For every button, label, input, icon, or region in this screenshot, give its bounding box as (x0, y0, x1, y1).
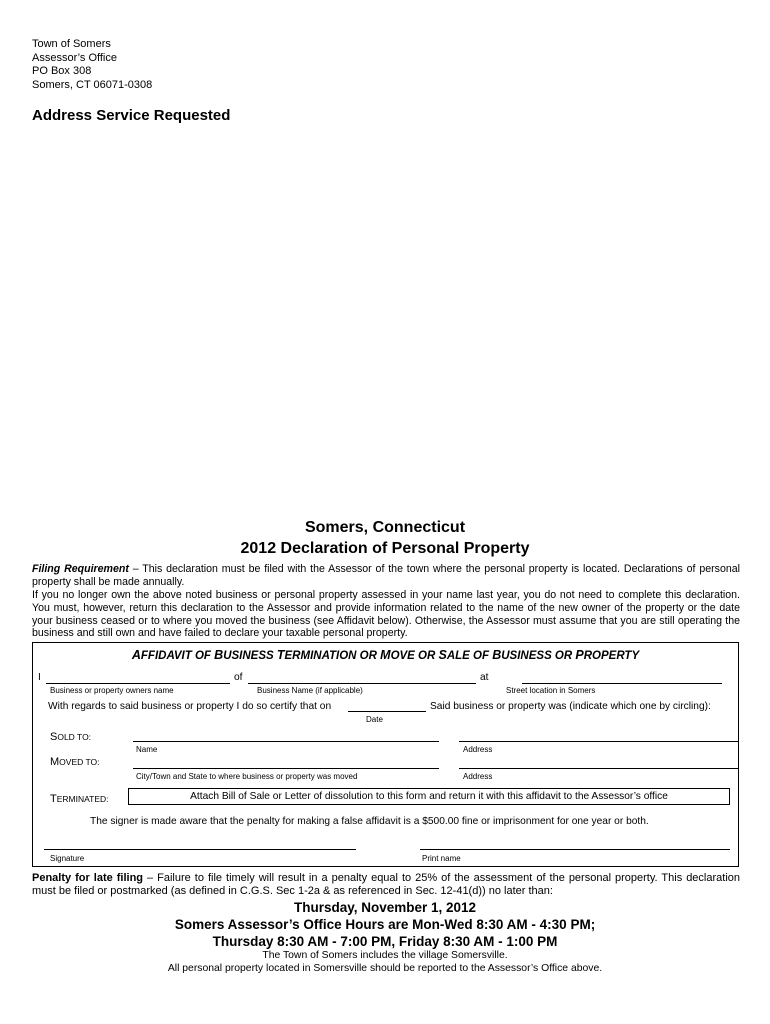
moved-to-city-field[interactable] (133, 768, 439, 769)
signature-field[interactable] (44, 849, 356, 850)
moved-to-address-field[interactable] (459, 768, 739, 769)
somersville-note: All personal property located in Somersville should be reported to the Assessor’s Office above. (167, 963, 603, 974)
return-address-line: Somers, CT 06071-0308 (32, 78, 153, 91)
late-filing-label: Penalty for late filing (32, 872, 144, 884)
filing-deadline: Thursday, November 1, 2012 (293, 900, 477, 915)
date-caption: Date (366, 715, 383, 724)
attach-bill-of-sale-notice: Attach Bill of Sale or Letter of dissolution to this form and return it with this affidavit to the Assessor’s office (128, 788, 730, 805)
return-address-line: PO Box 308 (32, 65, 92, 78)
certify-text: With regards to said business or property I do so certify that on (48, 701, 332, 712)
signature-caption: Signature (50, 854, 85, 863)
street-location-field[interactable] (522, 683, 722, 684)
office-hours-line1: Somers Assessor’s Office Hours are Mon-Wed 8:30 AM - 4:30 PM; (174, 917, 596, 932)
return-address-line: Assessor’s Office (32, 51, 117, 64)
owner-name-field[interactable] (46, 683, 230, 684)
filing-requirement-detail: If you no longer own the above noted business or personal property assessed in your name last year, you do not need to complete this declaration. You must, however, return this declaration to the Assessor and provide information related to the name of the new owner of the property or the date your business ceased or to where you moved the business (see Affidavit below). Otherwise, the Assessor must assume that you are still operating the business and still own and have failed to declare your taxable personal property. (32, 589, 740, 640)
city-caption: City/Town and State to where business or property was moved (136, 772, 358, 781)
sold-to-address-field[interactable] (459, 741, 739, 742)
sold-to-option[interactable]: SOLD TO: (50, 731, 92, 743)
filing-requirement (32, 563, 740, 589)
business-name-field[interactable] (248, 683, 476, 684)
false-affidavit-penalty: The signer is made aware that the penalty for making a false affidavit is a $500.00 fine or imprisonment for one year or both. (90, 816, 649, 827)
business-name-caption: Business Name (if applicable) (257, 686, 363, 695)
village-note: The Town of Somers includes the village Somersville. (262, 950, 508, 961)
affidavit-box (32, 642, 739, 867)
filing-requirement-label: Filing Requirement (32, 563, 129, 575)
address-service-requested: Address Service Requested (32, 107, 231, 124)
late-filing-penalty (32, 872, 740, 898)
return-address (32, 38, 152, 92)
sold-to-name-field[interactable] (133, 741, 439, 742)
filing-requirement-text: – This declaration must be filed with the Assessor of the town where the personal property is located. Declarations of personal property shall be made annually. (32, 563, 740, 588)
affidavit-title: AFFIDAVIT OF BUSINESS TERMINATION OR MOVE OR SALE OF BUSINESS OR PROPERTY (131, 648, 640, 662)
return-address-line: Town of Somers (32, 38, 111, 50)
street-location-caption: Street location in Somers (506, 686, 596, 695)
address-caption: Address (463, 772, 493, 781)
date-field[interactable] (348, 711, 426, 712)
circling-instruction: Said business or property was (indicate which one by circling): (430, 701, 711, 712)
of-label: of (234, 672, 243, 683)
print-name-caption: Print name (422, 854, 461, 863)
terminated-option[interactable]: TERMINATED: (50, 793, 109, 805)
office-hours-line2: Thursday 8:30 AM - 7:00 PM, Friday 8:30 AM - 1:00 PM (212, 934, 558, 949)
document-title: 2012 Declaration of Personal Property (240, 540, 530, 557)
i-label: I (38, 672, 41, 683)
moved-to-option[interactable]: MOVED TO: (50, 756, 100, 768)
name-caption: Name (136, 745, 158, 754)
print-name-field[interactable] (420, 849, 730, 850)
late-filing-text: – Failure to file timely will result in a penalty equal to 25% of the assessment of the personal property. This declaration must be filed or postmarked (as defined in C.G.S. Sec 1-2a & as referenced in Sec. 12-41(d)) no later than: (32, 872, 741, 898)
at-label: at (480, 672, 489, 683)
owner-name-caption: Business or property owners name (50, 686, 174, 695)
address-caption: Address (463, 745, 493, 754)
document-title-town: Somers, Connecticut (304, 519, 466, 536)
